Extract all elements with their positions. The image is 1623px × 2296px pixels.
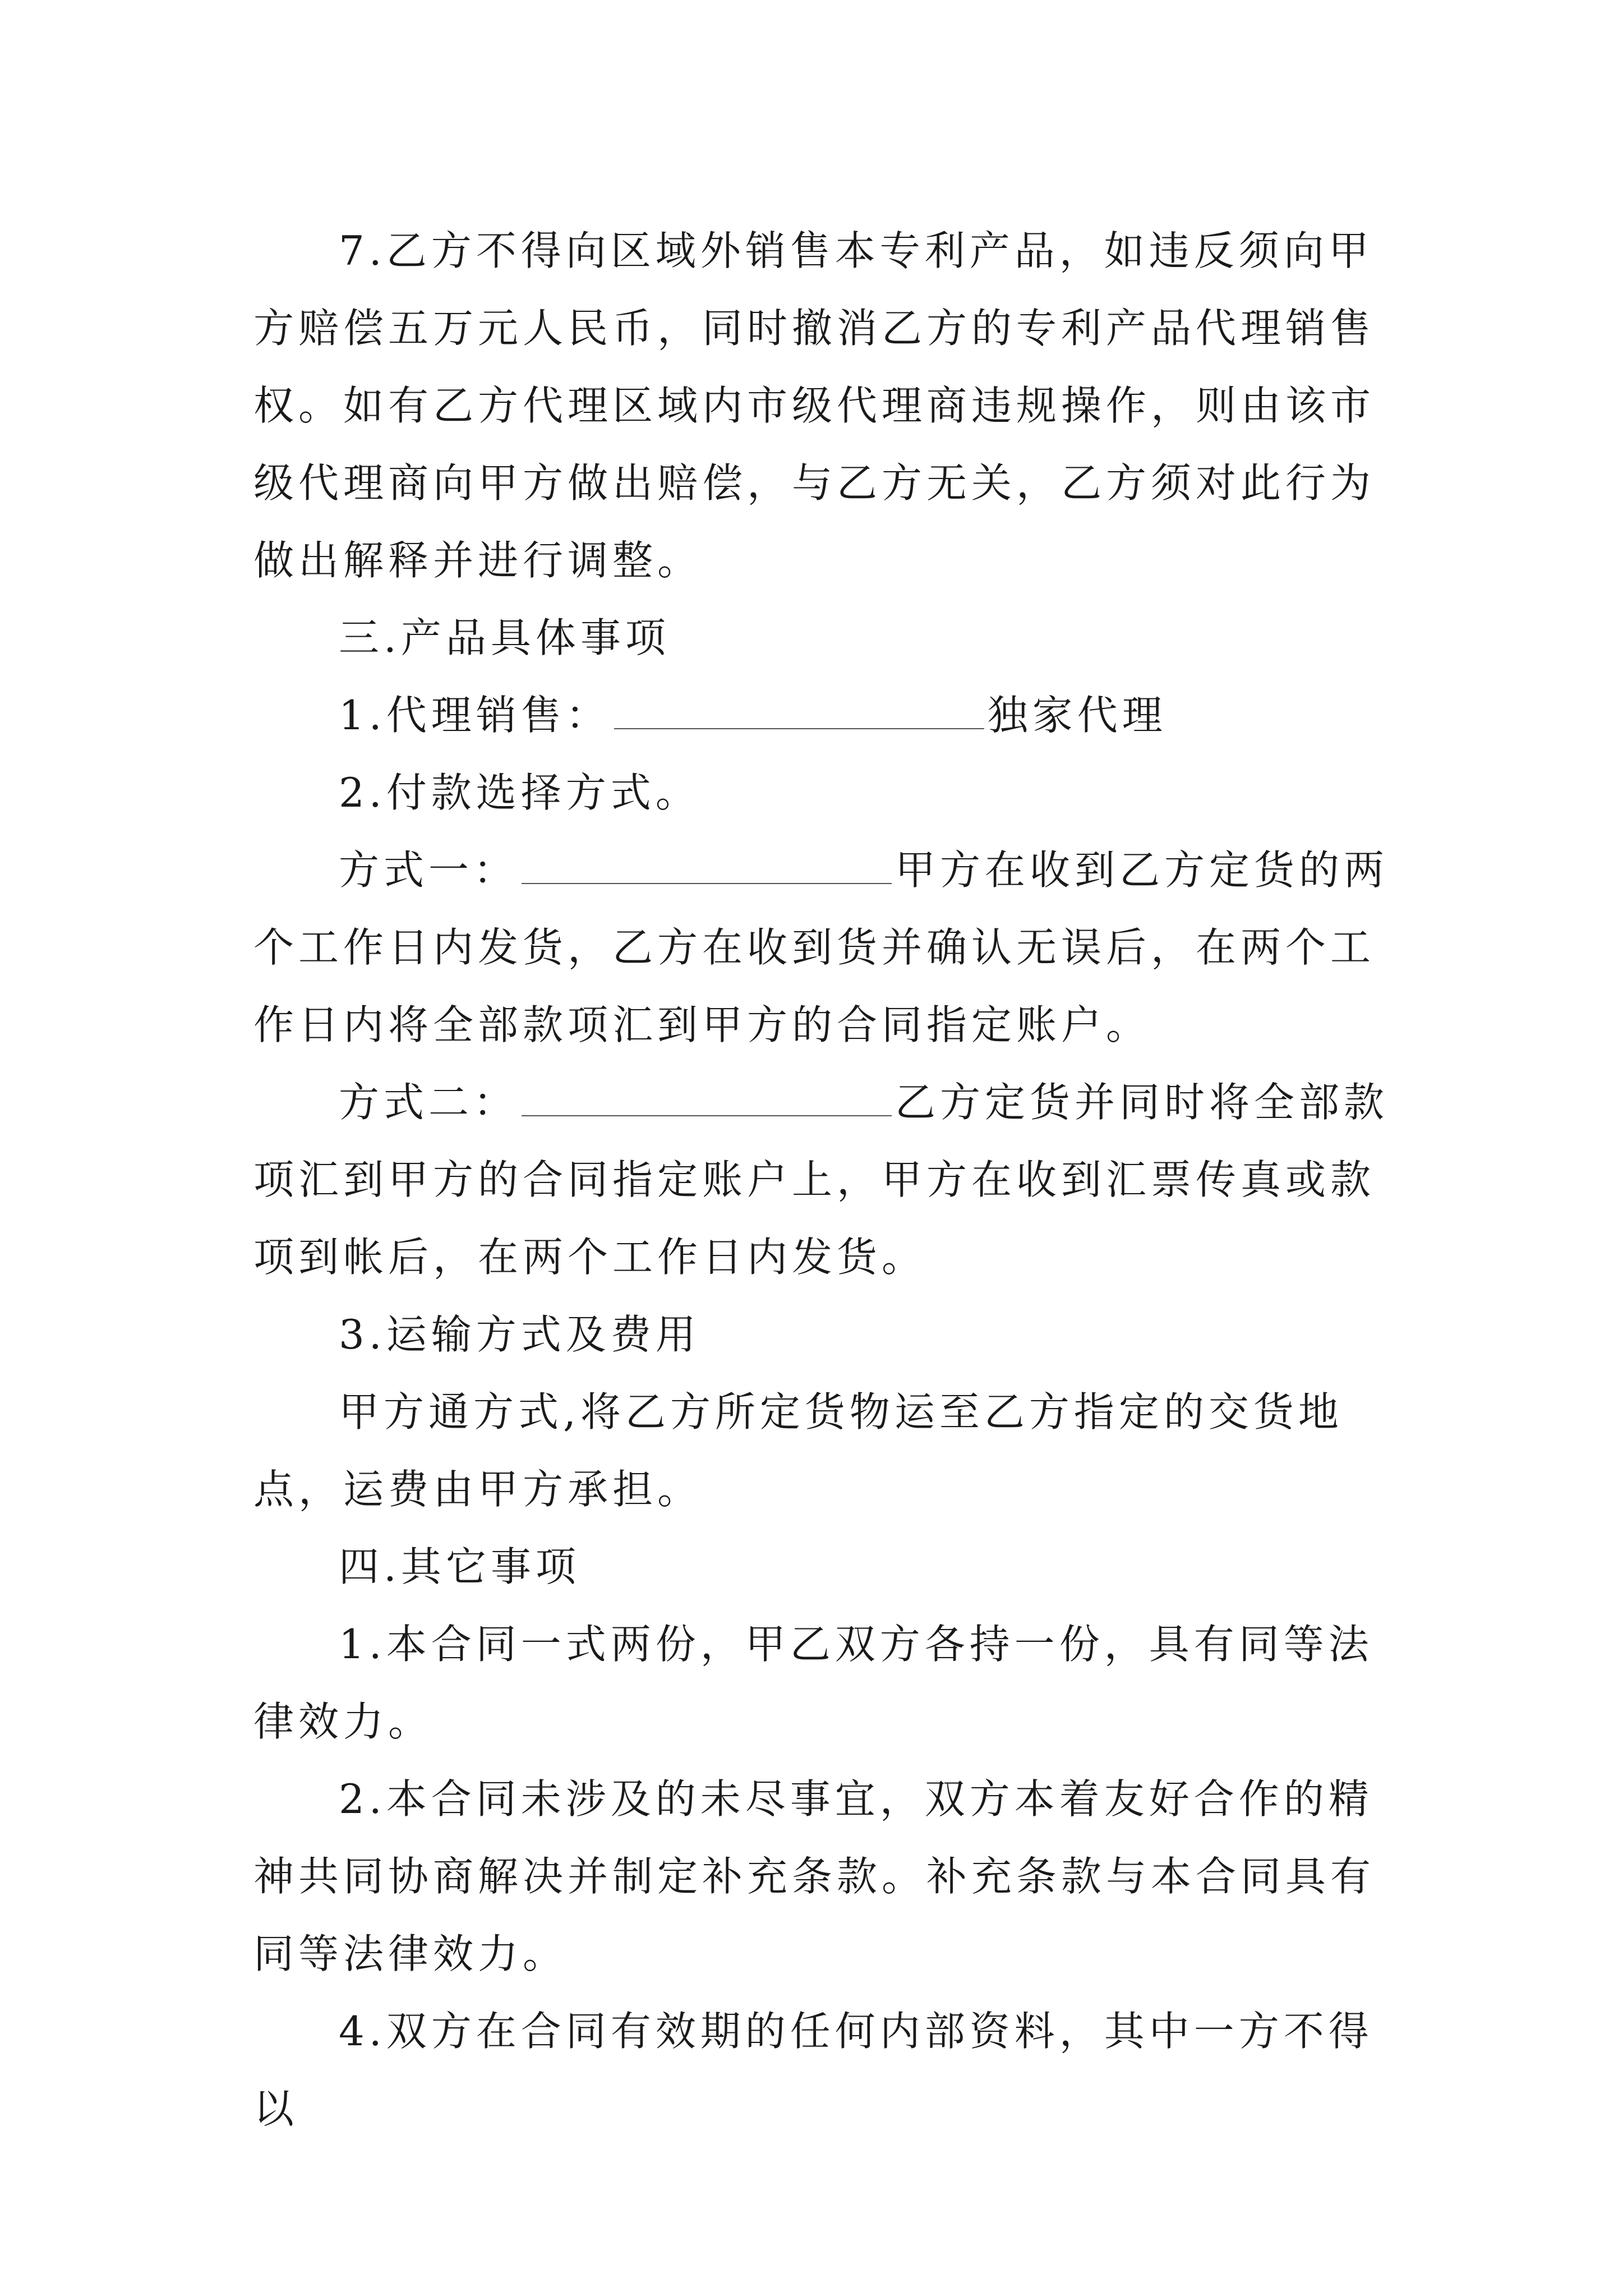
shipping-heading: 3.运输方式及费用 bbox=[339, 1311, 700, 1358]
document-body bbox=[253, 212, 1398, 2147]
payment-option-2-paragraph bbox=[253, 1064, 1398, 1296]
other-clause-2-paragraph: 2.本合同未涉及的未尽事宜，双方本着友好合作的精神共同协商解决并制定补充条款。补充条款与本合同具有同等法律效力。 bbox=[253, 1775, 1376, 1977]
other-clause-1-paragraph: 1.本合同一式两份，甲乙双方各持一份，具有同等法律效力。 bbox=[253, 1621, 1373, 1745]
payment-option-1-blank-field[interactable] bbox=[522, 849, 892, 884]
payment-option-1-paragraph bbox=[253, 831, 1398, 1064]
payment-option-1-text: 甲方在收到乙方定货的两个工作日内发货，乙方在收到货并确认无误后，在两个工作日内将全部款项汇到甲方的合同指定账户。 bbox=[253, 846, 1389, 1048]
payment-option-2-blank-field[interactable] bbox=[522, 1082, 892, 1116]
payment-option-1-label: 方式一： bbox=[339, 846, 519, 894]
agency-sales-label: 1.代理销售： bbox=[339, 692, 611, 739]
payment-option-2-text: 乙方定货并同时将全部款项汇到甲方的合同指定账户上，甲方在收到汇票传真或款项到帐后，在两个工作日内发货。 bbox=[253, 1079, 1389, 1281]
agency-sales-line bbox=[253, 677, 1398, 754]
other-clause-4-paragraph: 4.双方在合同有效期的任何内部资料，其中一方不得以 bbox=[253, 2008, 1373, 2132]
payment-option-2-label: 方式二： bbox=[339, 1079, 519, 1126]
section-3-heading: 三.产品具体事项 bbox=[339, 614, 670, 661]
shipping-paragraph: 甲方通方式,将乙方所定货物运至乙方指定的交货地点，运费由甲方承担。 bbox=[253, 1388, 1343, 1513]
agency-sales-value: 独家代理 bbox=[987, 692, 1167, 739]
agency-sales-blank-field[interactable] bbox=[614, 694, 984, 729]
payment-method-heading: 2.付款选择方式。 bbox=[339, 769, 700, 816]
section-4-heading: 四.其它事项 bbox=[339, 1543, 580, 1590]
clause-7-paragraph: 7.乙方不得向区域外销售本专利产品，如违反须向甲方赔偿五万元人民币，同时撤消乙方的专利产品代理销售权。如有乙方代理区域内市级代理商违规操作，则由该市级代理商向甲方做出赔偿，与乙方无关，乙方须对此行为做出解释并进行调整。 bbox=[253, 227, 1376, 584]
